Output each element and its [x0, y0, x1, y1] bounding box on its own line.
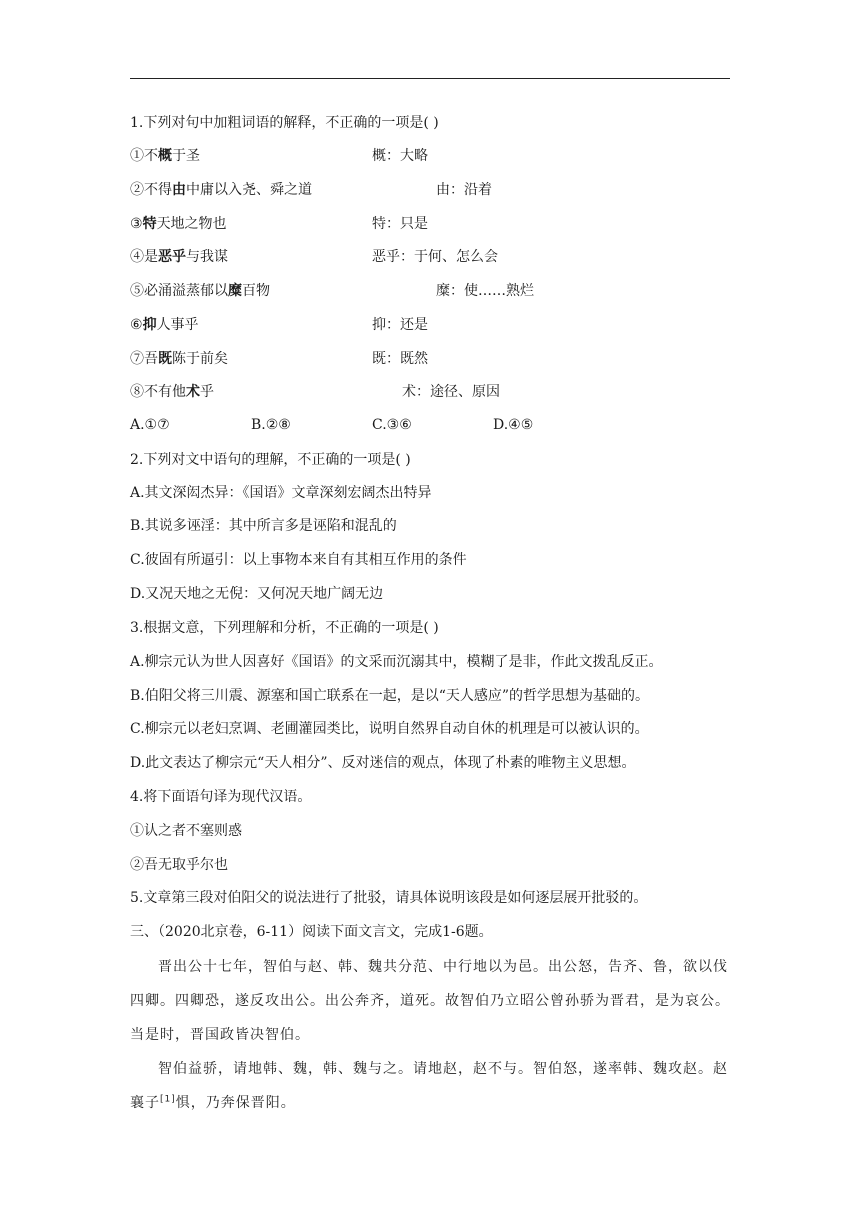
q1-item-gloss: 概：大略 — [372, 148, 428, 164]
passage-paragraph-2-part-2: 惧，乃奔保晋阳。 — [175, 1095, 296, 1111]
q3-option-d: D.此文表达了柳宗元“天人相分”、反对迷信的观点，体现了朴素的唯物主义思想。 — [130, 755, 636, 771]
q1-item — [130, 247, 228, 267]
q1-item-text: ①不 — [130, 148, 158, 164]
q1-option-b: B.②⑧ — [251, 417, 291, 433]
q3-option-b: B.伯阳父将三川震、源塞和国亡联系在一起，是以“天人感应”的哲学思想为基础的。 — [130, 688, 650, 704]
passage — [130, 950, 730, 1120]
q1-item-text: 百物 — [242, 283, 270, 299]
q1-item — [130, 315, 199, 335]
q1-item-bold-word: 由 — [172, 182, 186, 198]
q1-item-bold-word: 糜 — [228, 283, 242, 299]
q1-item-text: 天地之物也 — [156, 216, 227, 232]
q1-item-text: ④是 — [130, 249, 158, 265]
footnote-marker: [1] — [160, 1094, 176, 1105]
passage-paragraph-2 — [130, 1052, 730, 1120]
q1-item-bold-word: 恶乎 — [158, 249, 186, 265]
q2-stem: 2.下列对文中语句的理解，不正确的一项是( ) — [130, 452, 411, 468]
q1-item — [130, 180, 312, 200]
q1-item-gloss: 既：既然 — [372, 351, 428, 367]
q2-option-a: A.其文深闳杰异：《国语》文章深刻宏阔杰出特异 — [130, 485, 432, 501]
q1-item-text: 与我谋 — [186, 249, 228, 265]
q1-item-bold-word: 特 — [142, 216, 157, 232]
q1-item-gloss: 糜：使……熟烂 — [436, 283, 534, 299]
q1-item-text: 人事乎 — [156, 317, 199, 333]
q1-item — [130, 349, 228, 369]
q5-stem: 5.文章第三段对伯阳父的说法进行了批驳，请具体说明该段是如何逐层展开批驳的。 — [130, 890, 648, 906]
q3-option-c: C.柳宗元以老妇烹调、老圃灌园类比，说明自然界自动自休的机理是可以被认识的。 — [130, 721, 649, 737]
q1-item-gloss: 恶乎：于何、怎么会 — [372, 249, 498, 265]
q4-stem: 4.将下面语句译为现代汉语。 — [130, 789, 312, 805]
q1-item-gloss: 特：只是 — [372, 216, 428, 232]
q1-item-text: ②不得 — [130, 182, 172, 198]
section3-heading: 三、（2020北京卷，6-11）阅读下面文言文，完成1-6题。 — [130, 924, 493, 940]
q1-item-bold-word: 既 — [158, 351, 172, 367]
q1-item — [130, 214, 227, 234]
q1-item-text: 乎 — [200, 384, 214, 400]
q1-item-text: 中庸以入尧、舜之道 — [186, 182, 312, 198]
q1-option-a: A.①⑦ — [130, 417, 170, 433]
q1-item-bold-word: 抑 — [142, 317, 157, 333]
q1-item-text: ⑥ — [130, 317, 143, 333]
q1-stem: 1.下列对句中加粗词语的解释，不正确的一项是( ) — [130, 115, 439, 131]
q1-item-bold-word: 概 — [158, 148, 172, 164]
q1-item-text: 于圣 — [172, 148, 200, 164]
q1-item — [130, 281, 270, 301]
q4-item-1: ①认之者不塞则惑 — [130, 823, 242, 839]
q1-item-text: 陈于前矣 — [172, 351, 228, 367]
q2-option-c: C.彼固有所逼引：以上事物本来自有其相互作用的条件 — [130, 552, 467, 568]
passage-paragraph-1: 晋出公十七年，智伯与赵、韩、魏共分范、中行地以为邑。出公怒，告齐、鲁，欲以伐四卿。四卿恐，遂反攻出公。出公奔齐，道死。故智伯乃立昭公曾孙骄为晋君，是为哀公。当是时，晋国政皆决智伯。 — [130, 959, 730, 1043]
q1-option-c: C.③⑥ — [372, 417, 412, 433]
q1-item-gloss: 术：途径、原因 — [402, 384, 500, 400]
q1-item-gloss: 由：沿着 — [436, 182, 492, 198]
q1-item-text: ⑤必涌溢蒸郁以 — [130, 283, 228, 299]
q1-item — [130, 382, 214, 402]
q1-item — [130, 146, 200, 166]
q1-item-text: ⑦吾 — [130, 351, 158, 367]
header-rule — [130, 78, 730, 79]
q4-item-2: ②吾无取乎尔也 — [130, 857, 228, 873]
passage-paragraph-2-part-1: 智伯益骄，请地韩、魏，韩、魏与之。请地赵，赵不与。智伯怒，遂率韩、魏攻赵。赵襄子 — [130, 1061, 728, 1111]
q1-item-text: ③ — [130, 216, 143, 232]
q1-option-d: D.④⑤ — [493, 417, 534, 433]
q3-option-a: A.柳宗元认为世人因喜好《国语》的文采而沉溺其中，模糊了是非，作此文拨乱反正。 — [130, 654, 663, 670]
q3-stem: 3.根据文意，下列理解和分析，不正确的一项是( ) — [130, 620, 439, 636]
q1-item-gloss: 抑：还是 — [372, 317, 428, 333]
q2-option-b: B.其说多诬淫：其中所言多是诬陷和混乱的 — [130, 518, 397, 534]
q2-option-d: D.又况天地之无倪：又何况天地广阔无边 — [130, 586, 384, 602]
q1-item-bold-word: 术 — [186, 384, 200, 400]
q1-item-text: ⑧不有他 — [130, 384, 186, 400]
